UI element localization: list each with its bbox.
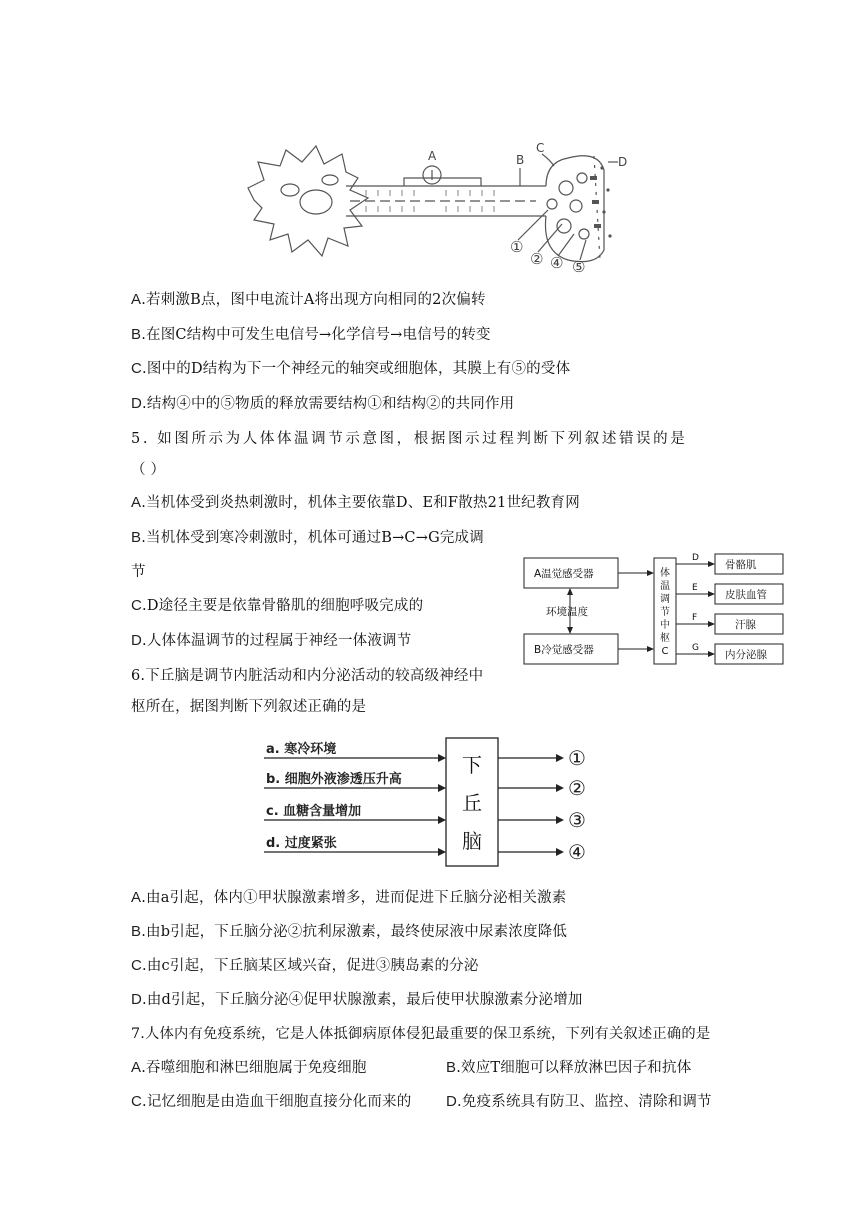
option-text: .D途径主要是依靠骨骼肌的细胞呼吸完成的 xyxy=(142,598,424,614)
option-text: .由d引起，下丘脑分泌④促甲状腺激素，最后使甲状腺激素分泌增加 xyxy=(142,992,583,1008)
q5-option-a xyxy=(131,493,580,513)
target-sweat-gland: 汗腺 xyxy=(735,619,756,631)
option-letter: C xyxy=(131,957,143,974)
q6-stem-line1: 6.下丘脑是调节内脏活动和内分泌活动的较高级神经中 xyxy=(131,668,484,684)
option-letter: D xyxy=(131,395,143,412)
option-letter: A xyxy=(131,889,142,906)
output-2: ② xyxy=(568,776,586,800)
option-letter: A xyxy=(131,494,142,511)
q6-option-c xyxy=(131,956,479,976)
q4-option-a xyxy=(131,290,486,310)
q7-option-c xyxy=(131,1092,411,1112)
option-letter: A xyxy=(131,1059,142,1076)
path-letter-G: G xyxy=(692,643,699,653)
option-text: .当机体受到炎热刺激时，机体主要依靠D、E和F散热21世纪教育网 xyxy=(141,495,580,511)
q5-option-d xyxy=(131,631,411,651)
q4-option-b xyxy=(131,325,491,345)
target-skin-vessel: 皮肤血管 xyxy=(725,589,767,601)
option-letter: C xyxy=(131,1093,143,1110)
option-letter: B xyxy=(131,529,142,546)
target-endocrine-gland: 内分泌腺 xyxy=(725,649,767,661)
label-B: B xyxy=(516,153,525,167)
label-5: ⑤ xyxy=(572,258,586,276)
q4-option-d xyxy=(131,394,514,414)
q5-option-b-cont: 节 xyxy=(131,564,146,580)
option-text: .若刺激B点，图中电流计A将出现方向相同的2次偏转 xyxy=(141,292,486,308)
label-C: C xyxy=(536,141,545,155)
option-text: .结构④中的⑤物质的释放需要结构①和结构②的共同作用 xyxy=(142,396,515,412)
q5-option-b xyxy=(131,528,484,548)
neuron-synapse-figure xyxy=(246,140,632,280)
input-c: c. 血糖含量增加 xyxy=(266,804,362,819)
option-text: .人体体温调节的过程属于神经一体液调节 xyxy=(142,633,412,649)
option-text: .由a引起，体内①甲状腺激素增多，进而促进下丘脑分泌相关激素 xyxy=(141,890,567,906)
option-text: .图中的D结构为下一个神经元的轴突或细胞体，其膜上有⑤的受体 xyxy=(142,361,571,377)
target-skeletal-muscle: 骨骼肌 xyxy=(725,559,757,571)
option-text: .免疫系统具有防卫、监控、清除和调节 xyxy=(457,1094,712,1110)
option-text: .由c引起，下丘脑某区域兴奋，促进③胰岛素的分泌 xyxy=(142,958,479,974)
option-letter: A xyxy=(131,291,142,308)
option-text: .由b引起，下丘脑分泌②抗利尿激素，最终使尿液中尿素浓度降低 xyxy=(141,924,568,940)
center-label: 体温调节中枢 C xyxy=(660,568,670,657)
warm-receptor-label: A温觉感受器 xyxy=(534,568,594,580)
q6-option-d xyxy=(131,990,583,1010)
label-A: A xyxy=(428,149,437,163)
hypothalamus-label: 下丘脑 xyxy=(462,753,482,853)
option-letter: C xyxy=(131,597,143,614)
label-1: ① xyxy=(510,238,524,256)
input-d: d. 过度紧张 xyxy=(266,836,337,851)
output-4: ④ xyxy=(568,840,586,864)
q5-option-c xyxy=(131,596,423,616)
path-letter-D: D xyxy=(692,553,699,563)
label-2: ② xyxy=(530,250,544,268)
label-D: D xyxy=(618,155,628,169)
label-4: ④ xyxy=(550,254,564,272)
q6-stem-line2: 枢所在，据图判断下列叙述正确的是 xyxy=(131,699,367,715)
option-text: .效应T细胞可以释放淋巴因子和抗体 xyxy=(456,1060,692,1076)
q7-option-b xyxy=(446,1058,691,1078)
q7-option-a xyxy=(131,1058,367,1078)
q4-option-c xyxy=(131,359,570,379)
option-letter: B xyxy=(131,326,142,343)
option-letter: B xyxy=(446,1059,457,1076)
output-3: ③ xyxy=(568,808,586,832)
option-letter: D xyxy=(131,632,143,649)
option-text: .记忆细胞是由造血干细胞直接分化而来的 xyxy=(142,1094,412,1110)
path-letter-F: F xyxy=(692,613,698,623)
option-letter: D xyxy=(131,991,143,1008)
thermoregulation-diagram xyxy=(520,548,790,676)
input-a: a. 寒冷环境 xyxy=(266,742,337,757)
q5-stem-line2: （ ） xyxy=(131,462,166,478)
option-letter: B xyxy=(131,923,142,940)
q6-option-a xyxy=(131,888,566,908)
hypothalamus-diagram xyxy=(260,736,610,870)
path-letter-E: E xyxy=(692,583,698,593)
q5-stem-line1: 5. 如图所示为人体体温调节示意图，根据图示过程判断下列叙述错误的是 xyxy=(131,431,688,447)
cold-receptor-label: B冷觉感受器 xyxy=(534,644,594,656)
option-text: .吞噬细胞和淋巴细胞属于免疫细胞 xyxy=(141,1060,367,1076)
option-text: .在图C结构中可发生电信号→化学信号→电信号的转变 xyxy=(141,327,491,343)
option-letter: C xyxy=(131,360,143,377)
output-1: ① xyxy=(568,746,586,770)
q7-stem: 7.人体内有免疫系统，它是人体抵御病原体侵犯最重要的保卫系统，下列有关叙述正确的是 xyxy=(131,1026,711,1042)
q7-option-d xyxy=(446,1092,712,1112)
option-text: .当机体受到寒冷刺激时，机体可通过B→C→G完成调 xyxy=(141,530,484,546)
input-b: b. 细胞外液渗透压升高 xyxy=(266,772,402,787)
env-temp-label: 环境温度 xyxy=(546,606,588,618)
option-letter: D xyxy=(446,1093,458,1110)
q6-option-b xyxy=(131,922,567,942)
